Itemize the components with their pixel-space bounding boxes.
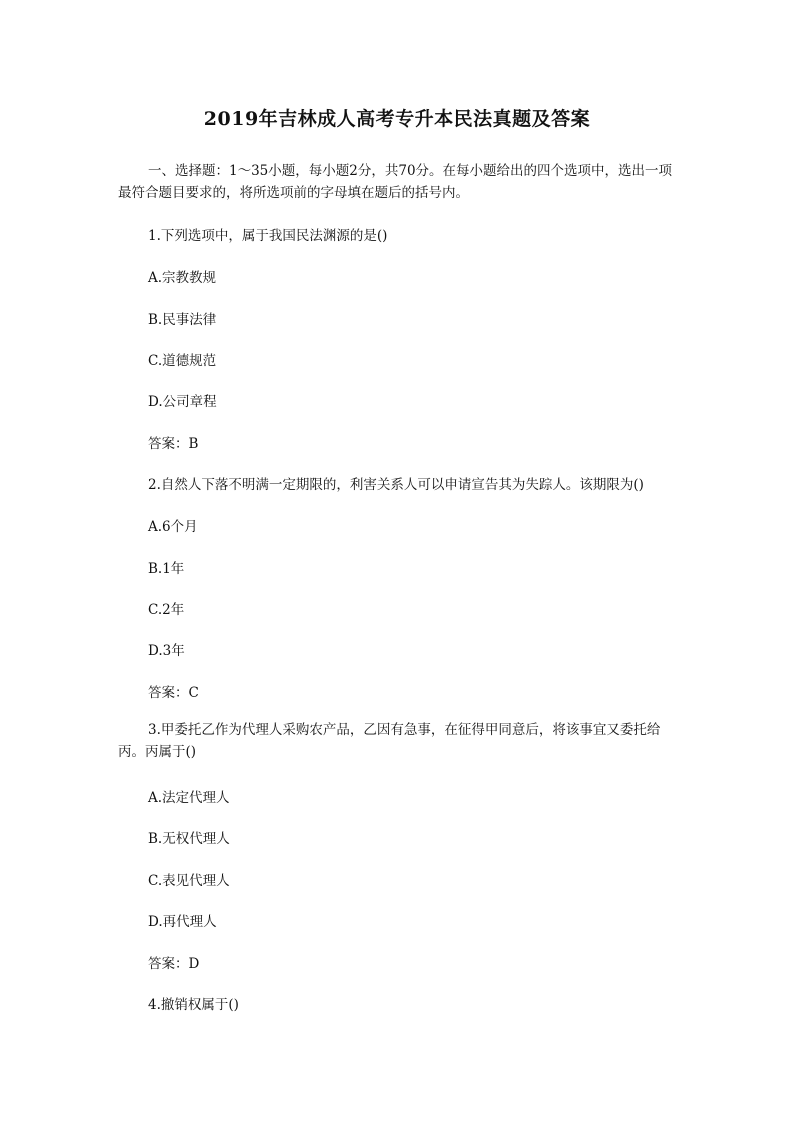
document-title: 2019年吉林成人高考专升本民法真题及答案 [203, 108, 591, 130]
answer: 答案：C [148, 685, 199, 701]
option-c: C.道德规范 [148, 353, 217, 369]
question-stem: 1.下列选项中，属于我国民法渊源的是() [148, 228, 388, 244]
option-c: C.表见代理人 [148, 873, 230, 889]
section-intro: 一、选择题：1～35小题，每小题2分，共70分。在每小题给出的四个选项中，选出一项最符合题目要求的，将所选项前的字母填在题后的括号内。 [118, 163, 673, 201]
option-d: D.再代理人 [148, 914, 217, 930]
option-a: A.6个月 [148, 519, 198, 535]
option-d: D.3年 [148, 643, 185, 659]
option-a: A.宗教教规 [148, 270, 217, 286]
option-b: B.民事法律 [148, 312, 217, 328]
option-b: B.无权代理人 [148, 831, 230, 847]
question-stem: 3.甲委托乙作为代理人采购农产品，乙因有急事，在征得甲同意后，将该事宜又委托给丙。丙属于() [118, 722, 661, 760]
answer: 答案：B [148, 436, 199, 452]
option-c: C.2年 [148, 602, 185, 618]
question-stem: 2.自然人下落不明满一定期限的，利害关系人可以申请宣告其为失踪人。该期限为() [148, 477, 644, 493]
question-stem: 4.撤销权属于() [148, 997, 239, 1013]
option-d: D.公司章程 [148, 394, 217, 410]
option-b: B.1年 [148, 561, 185, 577]
answer: 答案：D [148, 956, 200, 972]
option-a: A.法定代理人 [148, 790, 230, 806]
